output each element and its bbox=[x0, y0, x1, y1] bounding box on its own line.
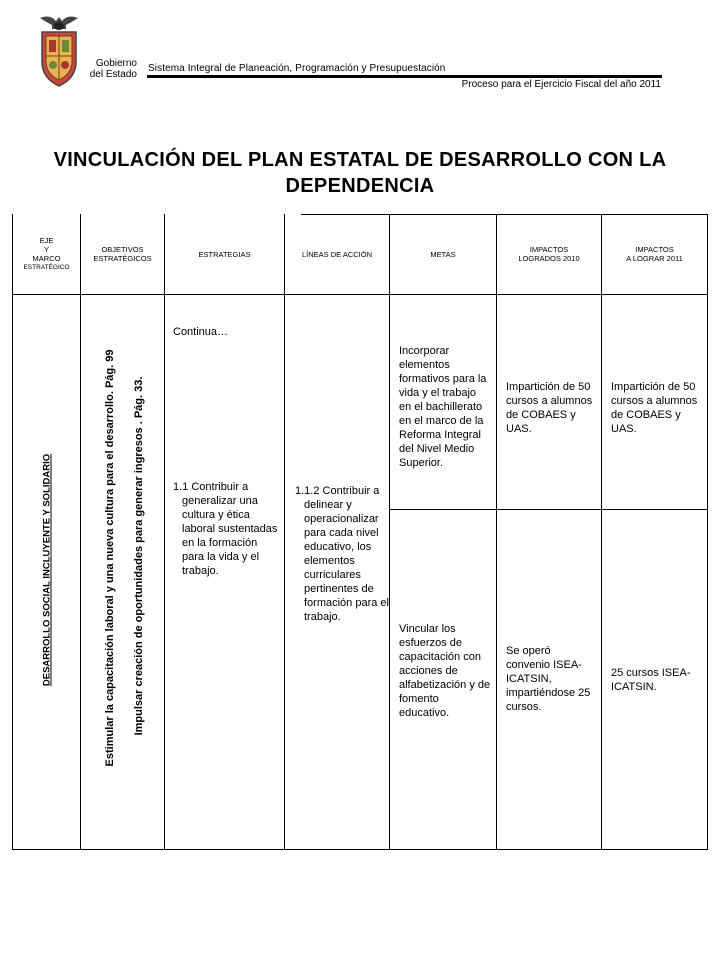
header-metas-label: METAS bbox=[430, 249, 456, 259]
table-border-bottom bbox=[12, 849, 708, 850]
process-line: Proceso para el Ejercicio Fiscal del año 2011 bbox=[461, 79, 661, 90]
gov-label-line-2: del Estado bbox=[89, 69, 137, 80]
impacto-logrado-row-1: Impartición de 50 cursos a alumnos de COBAES y UAS. bbox=[506, 381, 593, 435]
alignment-table bbox=[12, 214, 708, 850]
col-sep-5 bbox=[496, 214, 497, 850]
header-eje-line-4: ESTRATÉGICO bbox=[23, 264, 70, 271]
header-lineas-label: LÍNEAS DE ACCIÓN bbox=[301, 249, 373, 259]
government-label bbox=[82, 58, 137, 80]
eje-text: DESARROLLO SOCIAL INCLUYENTE Y SOLIDARIO bbox=[41, 453, 53, 687]
row-separator bbox=[389, 509, 708, 510]
impacto-logrado-row-2: Se operó convenio ISEA-ICATSIN, impartiéndose 25 cursos. bbox=[506, 645, 591, 713]
header-impactos-lograr-line-2: A LOGRAR 2011 bbox=[626, 254, 683, 263]
system-title: Sistema Integral de Planeación, Programación y Presupuestación bbox=[148, 63, 446, 74]
header-estrategias bbox=[165, 214, 284, 294]
estrategia-continua: Continua… bbox=[173, 326, 229, 338]
linea-accion-text: 1.1.2 Contribuir a delinear y operacionalizar para cada nivel educativo, los elementos curriculares pertinentes de formación para el trabajo. bbox=[295, 485, 389, 623]
objetivo-text-1: Estimular la capacitación laboral y una nueva cultura para el desarrollo. Pág. 99 bbox=[104, 349, 116, 767]
impacto-lograr-row-2: 25 cursos ISEA-ICATSIN. bbox=[611, 667, 691, 693]
header-rule bbox=[147, 75, 662, 78]
header-impactos-logrados-line-1: IMPACTOS bbox=[529, 245, 569, 254]
objetivo-text-2: Impulsar creación de oportunidades para generar ingresos . Pág. 33. bbox=[133, 376, 145, 736]
header-impactos-logrados bbox=[497, 214, 601, 294]
header-objetivos bbox=[81, 214, 164, 294]
col-sep-2 bbox=[164, 214, 165, 850]
header-separator bbox=[12, 294, 708, 295]
header-eje bbox=[13, 214, 80, 294]
meta-row-1: Incorporar elementos formativos para la vida y el trabajo en el bachillerato en el marco de la Reforma Integral del Nivel Medio Superior. bbox=[399, 345, 487, 469]
header-estrategias-label: ESTRATEGIAS bbox=[198, 249, 251, 259]
col-sep-3 bbox=[284, 214, 285, 850]
title-line-1: VINCULACIÓN DEL PLAN ESTATAL DE DESARROLLO CON LA bbox=[53, 149, 667, 171]
col-sep-6 bbox=[601, 214, 602, 850]
impacto-lograr-row-1: Impartición de 50 cursos a alumnos de COBAES y UAS. bbox=[611, 381, 698, 435]
gov-label-line-1: Gobierno bbox=[95, 58, 137, 69]
header-eje-line-3: MARCO bbox=[32, 254, 61, 263]
meta-row-2: Vincular los esfuerzos de capacitación con acciones de alfabetización y de fomento educativo. bbox=[399, 623, 491, 719]
header-eje-line-2: Y bbox=[43, 245, 49, 254]
title-line-2: DEPENDENCIA bbox=[285, 175, 435, 197]
header-impactos-lograr-line-1: IMPACTOS bbox=[635, 245, 674, 254]
col-sep-1 bbox=[80, 214, 81, 850]
table-border-left bbox=[12, 214, 13, 850]
estrategia-text: 1.1 Contribuir a generalizar una cultura y ética laboral sustentadas en la formación para la vida y el trabajo. bbox=[173, 481, 278, 577]
state-seal-logo bbox=[36, 12, 82, 90]
header-lineas bbox=[285, 214, 389, 294]
header-objetivos-line-2: ESTRATÉGICOS bbox=[93, 254, 152, 263]
header-eje-line-1: EJE bbox=[39, 236, 54, 245]
table-border-right bbox=[707, 214, 708, 850]
document-title bbox=[20, 147, 700, 199]
header-impactos-lograr bbox=[602, 214, 707, 294]
header-metas bbox=[390, 214, 496, 294]
header-objetivos-line-1: OBJETIVOS bbox=[101, 245, 144, 254]
header-impactos-logrados-line-2: LOGRADOS 2010 bbox=[518, 254, 580, 263]
